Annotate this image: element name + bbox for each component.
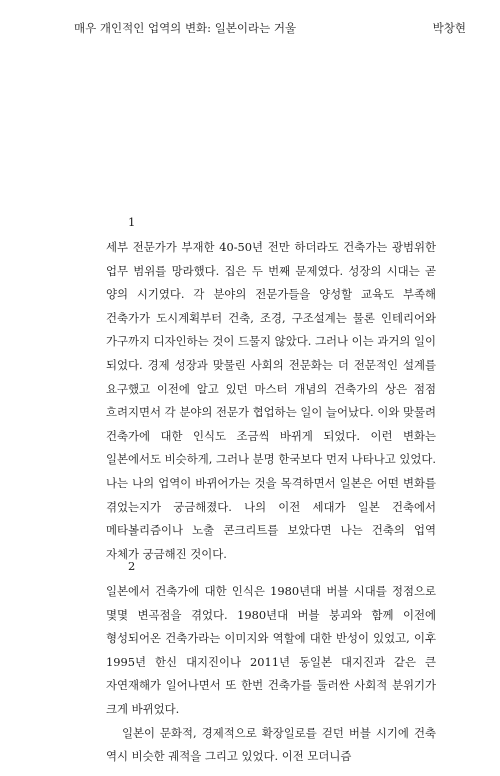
chapter-title: 매우 개인적인 업역의 변화: 일본이라는 거울 [74,21,297,35]
body-paragraph: 일본이 문화적, 경제적으로 확장일로를 걷던 버블 시기에 건축 역시 비슷한 궤적을 그리고 있었다. 이전 모더니즘 [106,725,436,764]
section-2 [106,556,436,769]
body-paragraph: 일본에서 건축가에 대한 인식은 1980년대 버블 시대를 정점으로 몇몇 변곡점을 겪었다. 1980년대 버블 붕괴와 함께 이전에 형성되어온 건축가라는 이미지와 역할에 대한 반성이 있었고, 이후 1995년 한신 대지진이나 2011년 동일본 대지진과 같은 큰 자연재해가 일어나면서 또 한번 건축가를 둘러싼 사회적 분위기가 크게 바뀌었다. [106,584,436,716]
section-number: 2 [128,559,136,573]
running-header [74,18,466,38]
section-number: 1 [128,215,136,229]
section-1 [106,212,436,566]
author-name: 박창현 [432,21,466,35]
body-paragraph: 세부 전문가가 부재한 40-50년 전만 하더라도 건축가는 광범위한 업무 범위를 망라했다. 집은 두 번째 문제였다. 성장의 시대는 곧 양의 시기였다. 각 분야의 전문가들을 양성할 교육도 부족해 건축가가 도시계획부터 건축, 조경, 구조설계는 물론 인테리어와 가구까지 디자인하는 것이 드물지 않았다. 그러나 이는 과거의 일이 되었다. 경제 성장과 맞물린 사회의 전문화는 더 전문적인 설계를 요구했고 이전에 알고 있던 마스터 개념의 건축가의 상은 점점 흐려지면서 각 분야의 전문가 협업하는 일이 늘어났다. 이와 맞물려 건축가에 대한 인식도 조금씩 바뀌게 되었다. 이런 변화는 일본에서도 비슷하게, 그러나 분명 한국보다 먼저 나타나고 있었다. 나는 나의 업역이 바뀌어가는 것을 목격하면서 일본은 어떤 변화를 겪었는지가 궁금해졌다. 나의 이전 세대가 일본 건축에서 메타볼리즘이나 노출 콘크리트를 보았다면 나는 건축의 업역 자체가 궁금해진 것이다. [106,240,436,561]
